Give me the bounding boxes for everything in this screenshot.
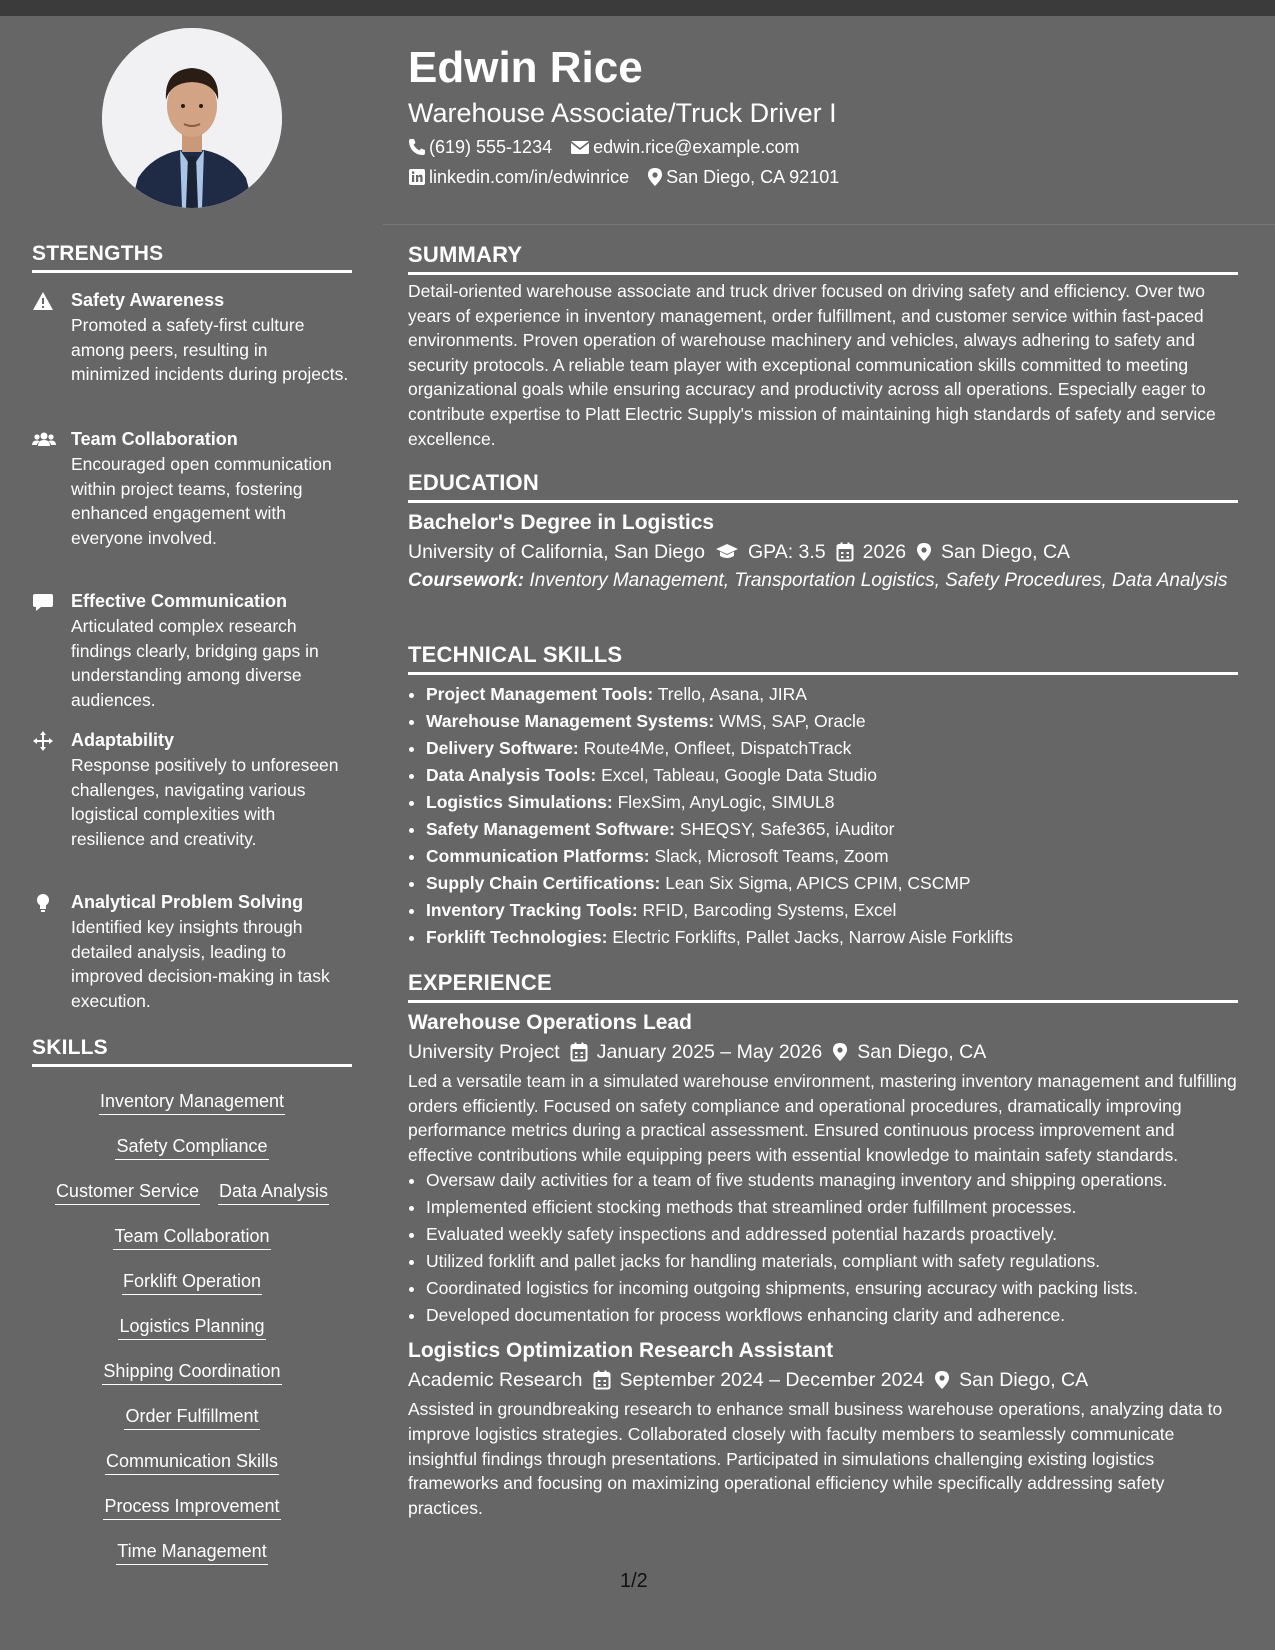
users-icon bbox=[32, 429, 54, 451]
job-title: Warehouse Operations Lead bbox=[408, 1011, 692, 1034]
email[interactable] bbox=[570, 132, 799, 162]
skill-tag: Order Fulfillment bbox=[124, 1403, 259, 1430]
phone[interactable] bbox=[408, 132, 552, 162]
skill-tag: Data Analysis bbox=[218, 1178, 329, 1205]
job-meta bbox=[408, 1037, 1238, 1067]
header-divider bbox=[383, 224, 1275, 225]
education-meta bbox=[408, 537, 1238, 567]
contact-row bbox=[408, 162, 1238, 192]
skill-tag: Forklift Operation bbox=[122, 1268, 262, 1295]
skill-tag: Logistics Planning bbox=[118, 1313, 265, 1340]
summary-text: Detail-oriented warehouse associate and truck driver focused on driving safety and efficiency. Over two years of experience in inventory management, order fulfillment, and customer service within fast-paced environments. Proven operation of warehouse machinery and vehicles, always adhering to safety and security protocols. A reliable team player with exceptional communication skills committed to meeting organizational goals while ensuring accuracy and productivity across all operations. Especially eager to contribute expertise to Platt Electric Supply's mission of maintaining high standards of safety and service excellence. bbox=[408, 281, 1216, 449]
strength-title: Team Collaboration bbox=[71, 429, 238, 449]
email-text: edwin.rice@example.com bbox=[593, 137, 800, 157]
job-bullet: • Utilized forklift and pallet jacks for handling materials, compliant with safety regulations. bbox=[426, 1248, 1238, 1275]
job-title: Logistics Optimization Research Assistant bbox=[408, 1339, 834, 1363]
location bbox=[647, 162, 839, 192]
calendar-icon bbox=[836, 542, 854, 562]
map-pin-icon bbox=[832, 1042, 848, 1062]
skill-tag: Time Management bbox=[116, 1538, 267, 1565]
skills-heading: SKILLS bbox=[32, 1036, 352, 1067]
experience-heading: EXPERIENCE bbox=[408, 970, 1238, 1003]
job-bullet: • Evaluated weekly safety inspections and addressed potential hazards proactively. bbox=[426, 1221, 1238, 1248]
tech-skill-item: • Project Management Tools: Trello, Asana, JIRA bbox=[426, 681, 1238, 708]
comment-icon bbox=[32, 591, 54, 613]
linkedin[interactable] bbox=[408, 162, 629, 192]
skill-tag: Customer Service bbox=[55, 1178, 200, 1205]
tech-skill-item: • Delivery Software: Route4Me, Onfleet, DispatchTrack bbox=[426, 735, 1238, 762]
skills-list bbox=[32, 1088, 352, 1583]
job-bullet: • Oversaw daily activities for a team of five students managing inventory and shipping operations. bbox=[426, 1167, 1238, 1194]
technical-skills-section bbox=[408, 642, 1238, 951]
technical-skills-heading: TECHNICAL SKILLS bbox=[408, 642, 1238, 675]
strength-desc: Promoted a safety-first culture among peers, resulting in minimized incidents during projects. bbox=[71, 315, 349, 384]
job-bullet: • Coordinated logistics for incoming outgoing shipments, ensuring accuracy with packing lists. bbox=[426, 1275, 1238, 1302]
map-pin-icon bbox=[934, 1370, 950, 1390]
summary-heading: SUMMARY bbox=[408, 242, 1238, 275]
strength-title: Analytical Problem Solving bbox=[71, 892, 304, 912]
top-bar bbox=[0, 0, 1275, 16]
skill-tag: Process Improvement bbox=[103, 1493, 280, 1520]
strength-desc: Identified key insights through detailed analysis, leading to improved decision-making in task execution. bbox=[71, 917, 330, 1011]
lightbulb-icon bbox=[32, 892, 54, 914]
job-location: San Diego, CA bbox=[857, 1041, 987, 1063]
job-dates: September 2024 – December 2024 bbox=[619, 1369, 925, 1392]
summary-section bbox=[408, 242, 1238, 451]
tech-skill-item: • Inventory Tracking Tools: RFID, Barcoding Systems, Excel bbox=[426, 897, 1238, 924]
tech-skill-item: • Supply Chain Certifications: Lean Six Sigma, APICS CPIM, CSCMP bbox=[426, 870, 1238, 897]
job-title: Warehouse Associate/Truck Driver I bbox=[408, 98, 837, 128]
linkedin-icon bbox=[408, 168, 426, 186]
school: University of California, San Diego bbox=[408, 541, 705, 563]
tech-skill-item: • Forklift Technologies: Electric Forklifts, Pallet Jacks, Narrow Aisle Forklifts bbox=[426, 924, 1238, 951]
education-heading: EDUCATION bbox=[408, 470, 1238, 503]
gpa: GPA: 3.5 bbox=[747, 541, 826, 563]
skill-tag: Team Collaboration bbox=[113, 1223, 270, 1250]
tech-skill-item: • Communication Platforms: Slack, Microsoft Teams, Zoom bbox=[426, 843, 1238, 870]
warning-icon bbox=[32, 290, 54, 312]
job-description: Assisted in groundbreaking research to enhance small business warehouse operations, analyzing data to improve logistics strategies. Collaborated closely with faculty members to seamlessly communicate insightful findings through presentations. Participated in simulations challenging existing logistics frameworks and focusing on maximizing operational efficiency while specifically addressing safety practices. bbox=[408, 1399, 1223, 1518]
strength-title: Effective Communication bbox=[71, 591, 288, 611]
job-bullet: • Implemented efficient stocking methods that streamlined order fulfillment processes. bbox=[426, 1194, 1238, 1221]
strength-title: Safety Awareness bbox=[71, 290, 225, 310]
coursework-label: Coursework: bbox=[408, 570, 525, 591]
envelope-icon bbox=[570, 139, 590, 155]
calendar-icon bbox=[570, 1042, 588, 1062]
linkedin-text: linkedin.com/in/edwinrice bbox=[429, 167, 630, 187]
tech-skill-item: • Logistics Simulations: FlexSim, AnyLogic, SIMUL8 bbox=[426, 789, 1238, 816]
school-location: San Diego, CA bbox=[941, 541, 1071, 563]
skill-tag: Inventory Management bbox=[99, 1088, 285, 1115]
coursework bbox=[408, 569, 1238, 594]
job-location: San Diego, CA bbox=[959, 1369, 1089, 1392]
calendar-icon bbox=[593, 1370, 611, 1390]
tech-skill-item: • Safety Management Software: SHEQSY, Safe365, iAuditor bbox=[426, 816, 1238, 843]
skill-tag: Shipping Coordination bbox=[102, 1358, 281, 1385]
job-bullets bbox=[408, 1167, 1238, 1329]
arrows-icon bbox=[32, 730, 54, 752]
phone-icon bbox=[408, 138, 426, 156]
organization: University Project bbox=[408, 1041, 560, 1063]
skill-tag: Communication Skills bbox=[105, 1448, 279, 1475]
graduation-cap-icon bbox=[715, 543, 739, 561]
job-dates: January 2025 – May 2026 bbox=[596, 1041, 823, 1063]
strengths-heading: STRENGTHS bbox=[32, 242, 352, 273]
job-entry bbox=[408, 1009, 1238, 1329]
strength-desc: Encouraged open communication within project teams, fostering enhanced engagement with everyone involved. bbox=[71, 454, 332, 548]
tech-skill-item: • Warehouse Management Systems: WMS, SAP, Oracle bbox=[426, 708, 1238, 735]
job-entry bbox=[408, 1337, 1238, 1520]
map-pin-icon bbox=[916, 542, 932, 562]
job-bullet: • Developed documentation for process workflows enhancing clarity and adherence. bbox=[426, 1302, 1238, 1329]
location-text: San Diego, CA 92101 bbox=[666, 167, 840, 187]
contact-row bbox=[408, 132, 1238, 162]
organization: Academic Research bbox=[408, 1369, 583, 1392]
map-pin-icon bbox=[647, 167, 663, 187]
experience-section bbox=[408, 970, 1238, 1520]
tech-skill-item: • Data Analysis Tools: Excel, Tableau, Google Data Studio bbox=[426, 762, 1238, 789]
education-section bbox=[408, 470, 1238, 594]
phone-text: (619) 555-1234 bbox=[429, 137, 553, 157]
strength-desc: Articulated complex research findings clearly, bridging gaps in understanding among diverse audiences. bbox=[71, 616, 319, 710]
resume-header bbox=[408, 40, 1238, 192]
page-number: 1/2 bbox=[620, 1570, 648, 1592]
strength-desc: Response positively to unforeseen challenges, navigating various logistical complexities with resilience and creativity. bbox=[71, 755, 339, 849]
skill-tag: Safety Compliance bbox=[115, 1133, 268, 1160]
job-description: Led a versatile team in a simulated warehouse environment, mastering inventory management and fulfilling orders efficiently. Focused on safety compliance and operational procedures, dramatically improving performance metrics during a practical assessment. Ensured continuous process improvement and effective contributions while equipping peers with essential knowledge to maintain safety standards. bbox=[408, 1071, 1237, 1165]
job-meta bbox=[408, 1365, 1238, 1395]
degree: Bachelor's Degree in Logistics bbox=[408, 511, 715, 534]
coursework-list: Inventory Management, Transportation Logistics, Safety Procedures, Data Analysis bbox=[529, 570, 1228, 591]
graduation-year: 2026 bbox=[862, 541, 907, 563]
candidate-name: Edwin Rice bbox=[408, 43, 643, 92]
strength-title: Adaptability bbox=[71, 730, 175, 750]
technical-skills-list bbox=[408, 681, 1238, 951]
avatar bbox=[102, 28, 282, 208]
